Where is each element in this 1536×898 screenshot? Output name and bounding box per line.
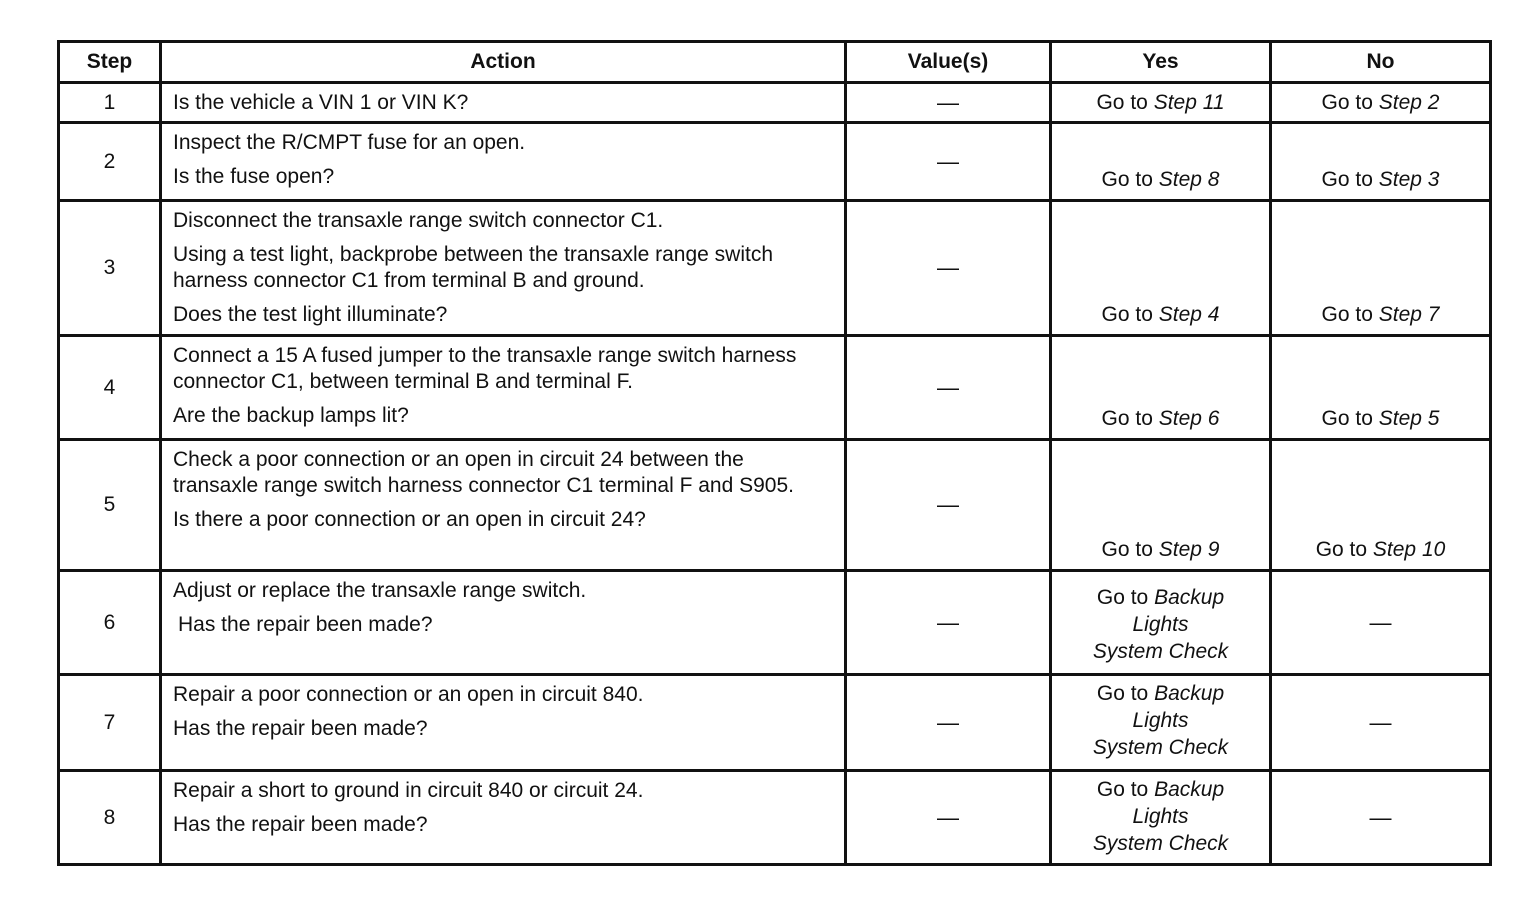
- yes-cell: Go to Backup Lights System Check: [1051, 571, 1271, 675]
- value-cell: —: [846, 336, 1051, 440]
- no-target: Step 3: [1378, 168, 1440, 191]
- goto-label: Go to: [1096, 778, 1149, 801]
- action-cell: [161, 201, 846, 336]
- value-cell: —: [846, 675, 1051, 771]
- action-cell: [161, 336, 846, 440]
- goto-label: Go to: [1315, 538, 1368, 561]
- action-question: Are the backup lamps lit?: [173, 404, 409, 427]
- table-row: [59, 675, 1491, 771]
- yes-cell: [1051, 336, 1271, 440]
- goto-label: Go to: [1101, 303, 1153, 326]
- no-target: Step 10: [1372, 538, 1446, 561]
- diagnostic-table: [57, 40, 1492, 866]
- action-question: Has the repair been made?: [178, 613, 433, 636]
- step-number: 2: [59, 123, 161, 201]
- table-row: [59, 83, 1491, 123]
- header-no: No: [1271, 42, 1491, 83]
- step-number: 3: [59, 201, 161, 336]
- value-cell: —: [846, 201, 1051, 336]
- yes-target: Go to Backup: [1096, 682, 1225, 705]
- table-row: [59, 440, 1491, 571]
- goto-label: Go to: [1321, 168, 1373, 191]
- no-cell: —: [1271, 675, 1491, 771]
- no-cell: [1271, 440, 1491, 571]
- no-cell: [1271, 336, 1491, 440]
- header-row: [59, 42, 1491, 83]
- step-number: 1: [59, 83, 161, 123]
- yes-target: Step 9: [1158, 538, 1220, 561]
- table-row: [59, 201, 1491, 336]
- step-number: 8: [59, 771, 161, 865]
- action-text: Is the vehicle a VIN 1 or VIN K?: [173, 90, 469, 114]
- goto-label: Go to: [1096, 586, 1149, 609]
- table-row: [59, 571, 1491, 675]
- step-number: 6: [59, 571, 161, 675]
- action-question: Is the fuse open?: [173, 165, 335, 188]
- yes-cell: [1051, 440, 1271, 571]
- action-cell: [161, 440, 846, 571]
- action-cell: [161, 83, 846, 123]
- no-cell: [1271, 123, 1491, 201]
- no-cell: —: [1271, 571, 1491, 675]
- action-cell: [161, 571, 846, 675]
- no-target: Step 2: [1378, 91, 1440, 114]
- action-text: Check a poor connection or an open in circuit 24 between the transaxle range switch harness connector C1 terminal F and S905.: [173, 448, 794, 497]
- no-cell: [1271, 83, 1491, 123]
- step-number: 7: [59, 675, 161, 771]
- action-question: Does the test light illuminate?: [173, 303, 448, 326]
- goto-label: Go to: [1096, 682, 1149, 705]
- step-number: 4: [59, 336, 161, 440]
- action-text: Repair a poor connection or an open in circuit 840.: [173, 683, 644, 706]
- action-text: Repair a short to ground in circuit 840 or circuit 24.: [173, 779, 644, 802]
- header-step: Step: [59, 42, 161, 83]
- goto-label: Go to: [1101, 407, 1153, 430]
- yes-cell: [1051, 123, 1271, 201]
- action-question: Is there a poor connection or an open in circuit 24?: [173, 508, 646, 531]
- header-action: Action: [161, 42, 846, 83]
- action-question: Has the repair been made?: [173, 717, 428, 740]
- goto-label: Go to: [1101, 538, 1153, 561]
- yes-cell: Go to Backup Lights System Check: [1051, 771, 1271, 865]
- yes-cell: [1051, 201, 1271, 336]
- action-text: Adjust or replace the transaxle range switch.: [173, 579, 587, 602]
- action-text: Disconnect the transaxle range switch connector C1.: [173, 209, 664, 232]
- action-cell: [161, 771, 846, 865]
- action-cell: [161, 123, 846, 201]
- no-target: Step 5: [1378, 407, 1440, 430]
- value-cell: —: [846, 123, 1051, 201]
- value-cell: —: [846, 571, 1051, 675]
- table-row: [59, 123, 1491, 201]
- yes-target: Step 4: [1158, 303, 1220, 326]
- goto-label: Go to: [1321, 91, 1373, 114]
- yes-target: Step 6: [1158, 407, 1220, 430]
- action-text: Inspect the R/CMPT fuse for an open.: [173, 131, 526, 154]
- yes-target: Go to Backup: [1096, 586, 1225, 609]
- header-yes: Yes: [1051, 42, 1271, 83]
- no-cell: —: [1271, 771, 1491, 865]
- action-text: Using a test light, backprobe between the transaxle range switch harness connector C1 from terminal B and ground.: [173, 243, 774, 292]
- table-row: [59, 336, 1491, 440]
- no-target: Step 7: [1378, 303, 1440, 326]
- yes-cell: [1051, 83, 1271, 123]
- value-cell: —: [846, 83, 1051, 123]
- header-values: Value(s): [846, 42, 1051, 83]
- goto-label: Go to: [1321, 303, 1373, 326]
- yes-cell: Go to Backup Lights System Check: [1051, 675, 1271, 771]
- action-question: Has the repair been made?: [173, 813, 428, 836]
- action-cell: [161, 675, 846, 771]
- goto-label: Go to: [1321, 407, 1373, 430]
- action-text: Connect a 15 A fused jumper to the transaxle range switch harness connector C1, between terminal B and terminal F.: [173, 344, 797, 393]
- step-number: 5: [59, 440, 161, 571]
- table-row: [59, 771, 1491, 865]
- yes-target: Go to Backup: [1096, 778, 1225, 801]
- goto-label: Go to: [1096, 91, 1148, 114]
- goto-label: Go to: [1101, 168, 1153, 191]
- value-cell: —: [846, 440, 1051, 571]
- yes-target: Step 11: [1153, 91, 1225, 114]
- value-cell: —: [846, 771, 1051, 865]
- no-cell: [1271, 201, 1491, 336]
- yes-target: Step 8: [1158, 168, 1220, 191]
